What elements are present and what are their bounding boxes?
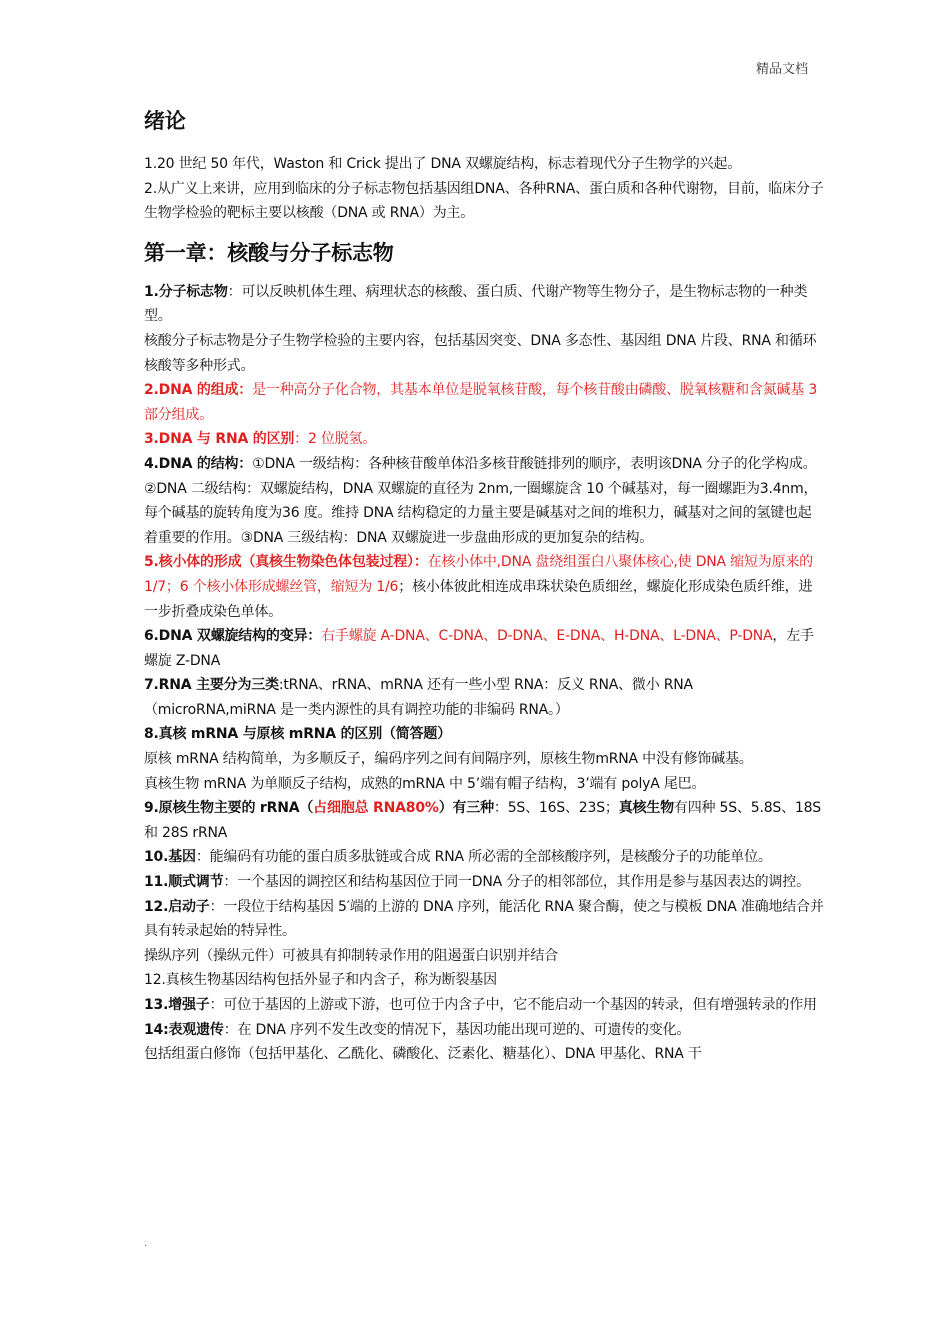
item-11-label: 11.顺式调节 [144,874,224,891]
item-1-extra: 核酸分子标志物是分子生物学检验的主要内容，包括基因突变、DNA 多态性、基因组 DNA 片段、RNA 和循环核酸等多种形式。 [144,332,817,374]
item-2 [144,378,824,427]
item-9-text: ：5S、16S、23S； [493,800,619,817]
item-7-label: 7.RNA 主要分为三类 [144,677,279,694]
item-8 [144,722,824,747]
item-1-text: ：可以反映机体生理、病理状态的核酸、蛋白质、代谢产物等生物分子，是生物标志物的一种类型。 [144,283,808,325]
item-9-label: 9.原核生物主要的 rRNA（ [144,800,314,817]
item-13 [144,993,824,1018]
item-8-eukaryote: 真核生物 mRNA 为单顺反子结构，成熟的mRNA 中 5’端有帽子结构，3’端有 polyA 尾巴。 [144,775,706,792]
intro-heading: 绪论 [144,109,186,133]
item-12-label: 12.启动子 [144,898,210,915]
item-14-text: ：在 DNA 序列不发生改变的情况下，基因功能出现可逆的、可遗传的变化。 [223,1021,691,1038]
item-11 [144,870,824,895]
footer-dot: . [144,1238,148,1249]
item-4 [144,452,824,550]
item-5-red-text: 在核小体中,DNA 盘绕组蛋白八聚体核心,使 DNA 缩短为原来的 1/7；6 个核小体形成螺丝管，缩短为 1/6 [144,554,813,595]
item-9-red-text: 占细胞总 RNA80% [313,800,439,817]
item-3 [144,427,824,452]
item-1 [144,280,824,329]
intro-paragraph-1: 1.20 世纪 50 年代，Waston 和 Crick 提出了 DNA 双螺旋结构，标志着现代分子生物学的兴起。 [144,156,741,172]
item-14-extra: 包括组蛋白修饰（包括甲基化、乙酰化、磷酸化、泛素化、糖基化）、DNA 甲基化、RNA 干 [144,1046,702,1063]
item-13-text: ：可位于基因的上游或下游，也可位于内含子中，它不能启动一个基因的转录，但有增强转录的作用 [209,997,817,1013]
item-2-label: 2.DNA 的组成： [144,382,253,399]
item-14 [144,1018,824,1043]
document-body [144,106,824,1067]
chapter1-heading: 第一章：核酸与分子标志物 [144,240,394,265]
item-9 [144,796,824,845]
item-5 [144,550,824,624]
item-9-text-2: 有四种 5S、5.8S、18S 和 28S rRNA [144,800,821,841]
item-9-label-3: 真核生物 [618,800,674,817]
item-7-text: :tRNA、rRNA、mRNA 还有一些小型 RNA：反义 RNA、微小 RNA（microRNA,miRNA 是一类内源性的具有调控功能的非编码 RNA。） [144,677,693,718]
item-6 [144,624,824,673]
item-9-label-2: ）有三种 [438,800,494,817]
item-12 [144,895,824,944]
item-1-label: 1.分子标志物 [144,283,228,300]
item-10-text: ：能编码有功能的蛋白质多肽链或合成 RNA 所必需的全部核酸序列，是核酸分子的功能单位。 [195,849,772,866]
item-6-text: ，左手螺旋 Z-DNA [144,628,814,669]
item-8-prokaryote: 原核 mRNA 结构简单，为多顺反子，编码序列之间有间隔序列，原核生物mRNA 中没有修饰碱基。 [144,751,753,768]
item-7 [144,673,824,722]
item-3-label: 3.DNA 与 RNA 的区别 [144,431,295,448]
item-12b: 12.真核生物基因结构包括外显子和内含子，称为断裂基因 [144,972,497,989]
item-6-red-text: 右手螺旋 A-DNA、C-DNA、D-DNA、E-DNA、H-DNA、L-DNA、P-DNA [321,628,773,645]
item-5-label: 5.核小体的形成（真核生物染色体包装过程）： [144,554,428,571]
item-11-text: ：一个基因的调控区和结构基因位于同一DNA 分子的相邻部位，其作用是参与基因表达的调控。 [223,874,810,891]
header-watermark: 精品文档 [755,62,808,77]
item-10-label: 10.基因 [144,849,196,866]
item-10 [144,845,824,870]
item-12-text: ：一段位于结构基因 5′端的上游的 DNA 序列，能活化 RNA 聚合酶，使之与模板 DNA 准确地结合并具有转录起始的特异性。 [144,898,824,940]
item-5-text: ；核小体彼此相连成串珠状染色质细丝，螺旋化形成染色质纤维，进一步折叠成染色单体。 [144,578,813,620]
item-14-label: 14:表观遗传 [144,1021,224,1038]
item-13-label: 13.增强子 [144,997,210,1013]
item-4-label: 4.DNA 的结构： [144,455,253,472]
item-6-label: 6.DNA 双螺旋结构的变异： [144,628,322,645]
intro-paragraph-2: 2.从广义上来讲，应用到临床的分子标志物包括基因组DNA、各种RNA、蛋白质和各种代谢物，目前，临床分子生物学检验的靶标主要以核酸（DNA 或 RNA）为主。 [144,180,824,222]
item-3-text: ：2 位脱氢。 [294,431,377,448]
item-8-label: 8.真核 mRNA 与原核 mRNA 的区别（简答题） [144,726,451,743]
item-12-extra: 操纵序列（操纵元件）可被具有抑制转录作用的阻遏蛋白识别并结合 [144,947,558,964]
item-2-text: 是一种高分子化合物，其基本单位是脱氧核苷酸，每个核苷酸由磷酸、脱氧核糖和含氮碱基 3 部分组成。 [144,382,818,423]
item-4-text: ①DNA 一级结构：各种核苷酸单体沿多核苷酸链排列的顺序，表明该DNA 分子的化学构成。②DNA 二级结构：双螺旋结构，DNA 双螺旋的直径为 2nm,一圈螺旋含 10 个碱基对，每一圈螺距为3.4nm，每个碱基的旋转角度为36 度。维持 DNA 结构稳定的力量主要是碱基对之间的堆积力，碱基对之间的氢键也起着重要的作用。③DNA 三级结构：DNA 双螺旋进一步盘曲形成的更加复杂的结构。 [144,455,818,546]
